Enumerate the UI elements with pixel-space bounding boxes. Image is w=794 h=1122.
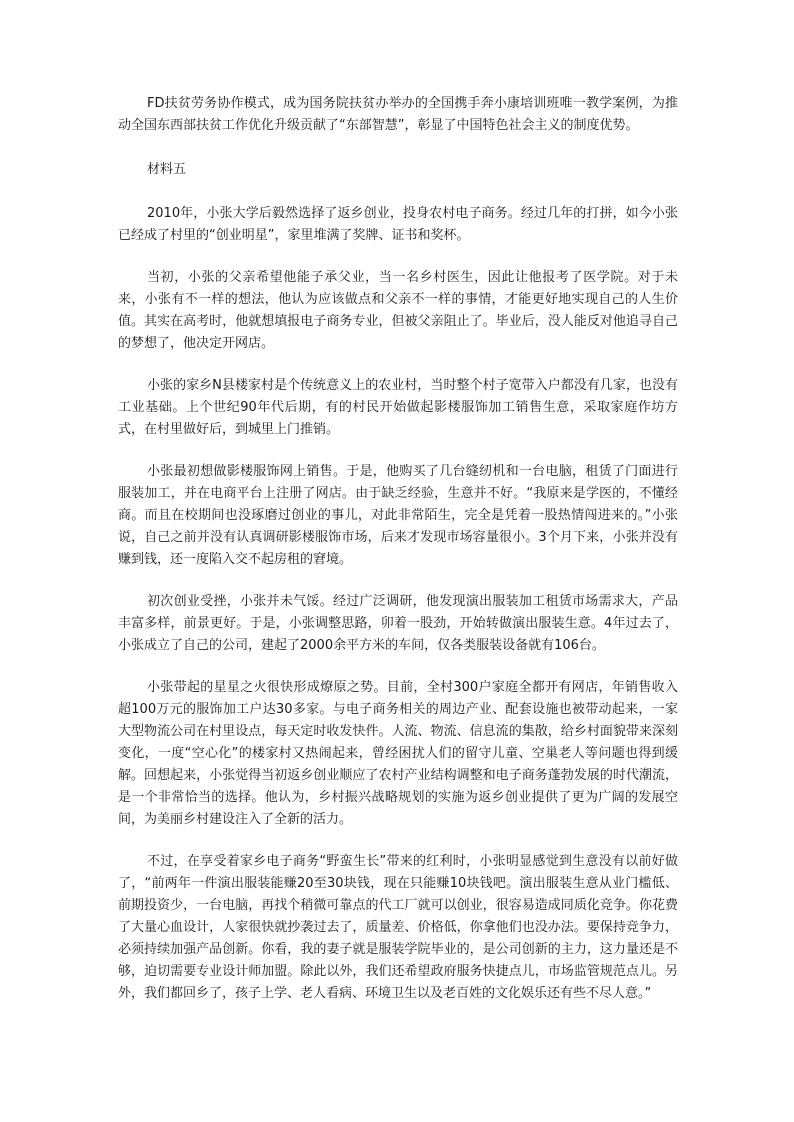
paragraph-1: 2010年，小张大学后毅然选择了返乡创业，投身农村电子商务。经过几年的打拼，如今小张已经成了村里的“创业明星”，家里堆满了奖牌、证书和奖杯。 (118, 206, 678, 243)
paragraph-6: 小张带起的星星之火很快形成燎原之势。目前，全村300户家庭全都开有网店，年销售收入超100万元的服饰加工户达30多家。与电子商务相关的周边产业、配套设施也被带动起来，一家大型物流公司在村里设点，每天定时收发快件。人流、物流、信息流的集散，给乡村面貌带来深刻变化，一度“空心化”的楼家村又热闹起来，曾经困扰人们的留守儿童、空巢老人等问题也得到缓解。回想起来，小张觉得当初返乡创业顺应了农村产业结构调整和电子商务蓬勃发展的时代潮流，是一个非常恰当的选择。他认为，乡村振兴战略规划的实施为返乡创业提供了更为广阔的发展空间，为美丽乡村建设注入了全新的活力。 (118, 680, 678, 827)
section-title: 材料五 (147, 162, 187, 177)
paragraph-5: 初次创业受挫，小张并未气馁。经过广泛调研，他发现演出服装加工租赁市场需求大，产品丰富多样，前景更好。于是，小张调整思路，卯着一股劲，开始转做演出服装生意。4年过去了，小张成立了自己的公司，建起了2000余平方米的车间，仅各类服装设备就有106台。 (118, 594, 678, 653)
paragraph-4: 小张最初想做影楼服饰网上销售。于是，他购买了几台缝纫机和一台电脑，租赁了门面进行服装加工，并在电商平台上注册了网店。由于缺乏经验，生意并不好。“我原来是学医的，不懂经商。而且在校期间也没琢磨过创业的事儿，对此非常陌生，完全是凭着一股热情闯进来的。”小张说，自己之前并没有认真调研影楼服饰市场，后来才发现市场容量很小。3个月下来，小张并没有赚到钱，还一度陷入交不起房租的窘境。 (118, 464, 678, 567)
paragraph-intro: FD扶贫劳务协作模式，成为国务院扶贫办举办的全国携手奔小康培训班唯一教学案例，为推动全国东西部扶贫工作优化升级贡献了“东部智慧”，彰显了中国特色社会主义的制度优势。 (118, 96, 678, 133)
paragraph-2: 当初，小张的父亲希望他能子承父业，当一名乡村医生，因此让他报考了医学院。对于未来，小张有不一样的想法，他认为应该做点和父亲不一样的事情，才能更好地实现自己的人生价值。其实在高考时，他就想填报电子商务专业，但被父亲阻止了。毕业后，没人能反对他追寻自己的梦想了，他决定开网店。 (118, 270, 678, 351)
paragraph-3: 小张的家乡N县楼家村是个传统意义上的农业村，当时整个村子宽带入户都没有几家，也没有工业基础。上个世纪90年代后期，有的村民开始做起影楼服饰加工销售生意，采取家庭作坊方式，在村里做好后，到城里上门推销。 (118, 378, 678, 437)
paragraph-7: 不过，在享受着家乡电子商务“野蛮生长”带来的红利时，小张明显感觉到生意没有以前好做了，“前两年一件演出服装能赚20至30块钱，现在只能赚10块钱吧。演出服装生意从业门槛低、前期投资少，一台电脑，再找个稍微可靠点的代工厂就可以创业，很容易造成同质化竞争。你花费了大量心血设计，人家很快就抄袭过去了，质量差、价格低，你拿他们也没办法。要保持竞争力，必须持续加强产品创新。你看，我的妻子就是服装学院毕业的，是公司创新的主力，这力量还是不够，迫切需要专业设计师加盟。除此以外，我们还希望政府服务快捷点儿，市场监管规范点儿。另外，我们都回乡了，孩子上学、老人看病、环境卫生以及老百姓的文化娱乐还有些不尽人意。” (118, 854, 678, 1001)
document-page (118, 93, 678, 1025)
